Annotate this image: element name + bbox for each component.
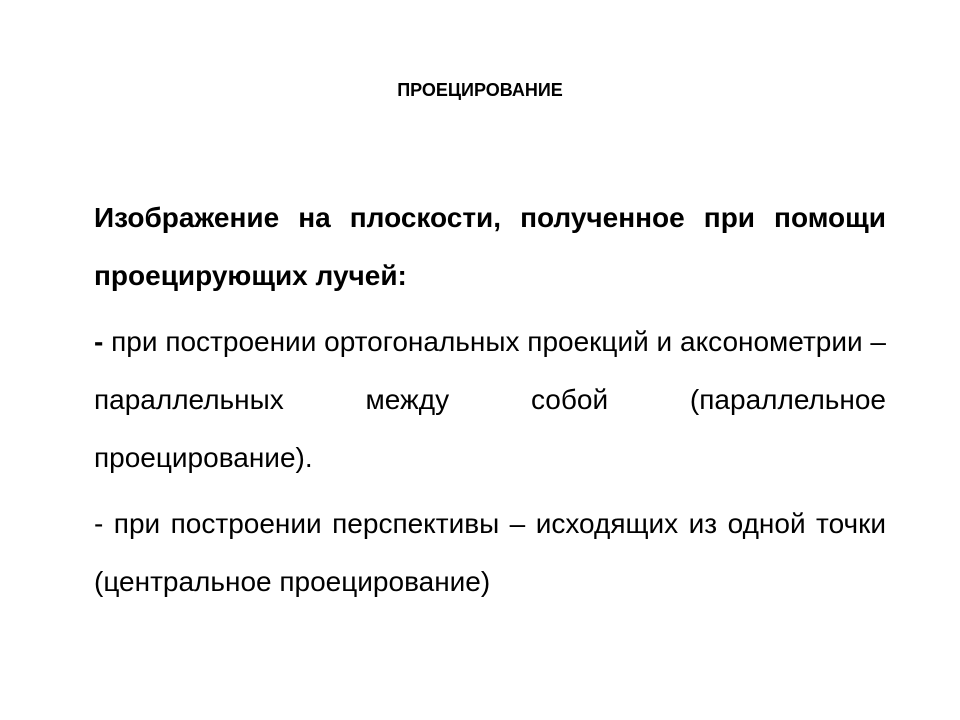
slide-title: ПРОЕЦИРОВАНИЕ bbox=[397, 80, 563, 100]
intro-paragraph: Изображение на плоскости, полученное при помощи проецирующих лучей: bbox=[94, 202, 886, 291]
list-item-perspective: - при построении перспективы – исходящих из одной точки (центральное проецирование) bbox=[94, 508, 886, 597]
list-item-orthogonal bbox=[94, 313, 886, 487]
list-item-marker: - bbox=[94, 326, 104, 357]
list-item-orthogonal-text: при построении ортогональных проекций и аксонометрии – параллельных между собой (параллельное проецирование). bbox=[94, 326, 886, 473]
slide-body bbox=[94, 189, 886, 611]
